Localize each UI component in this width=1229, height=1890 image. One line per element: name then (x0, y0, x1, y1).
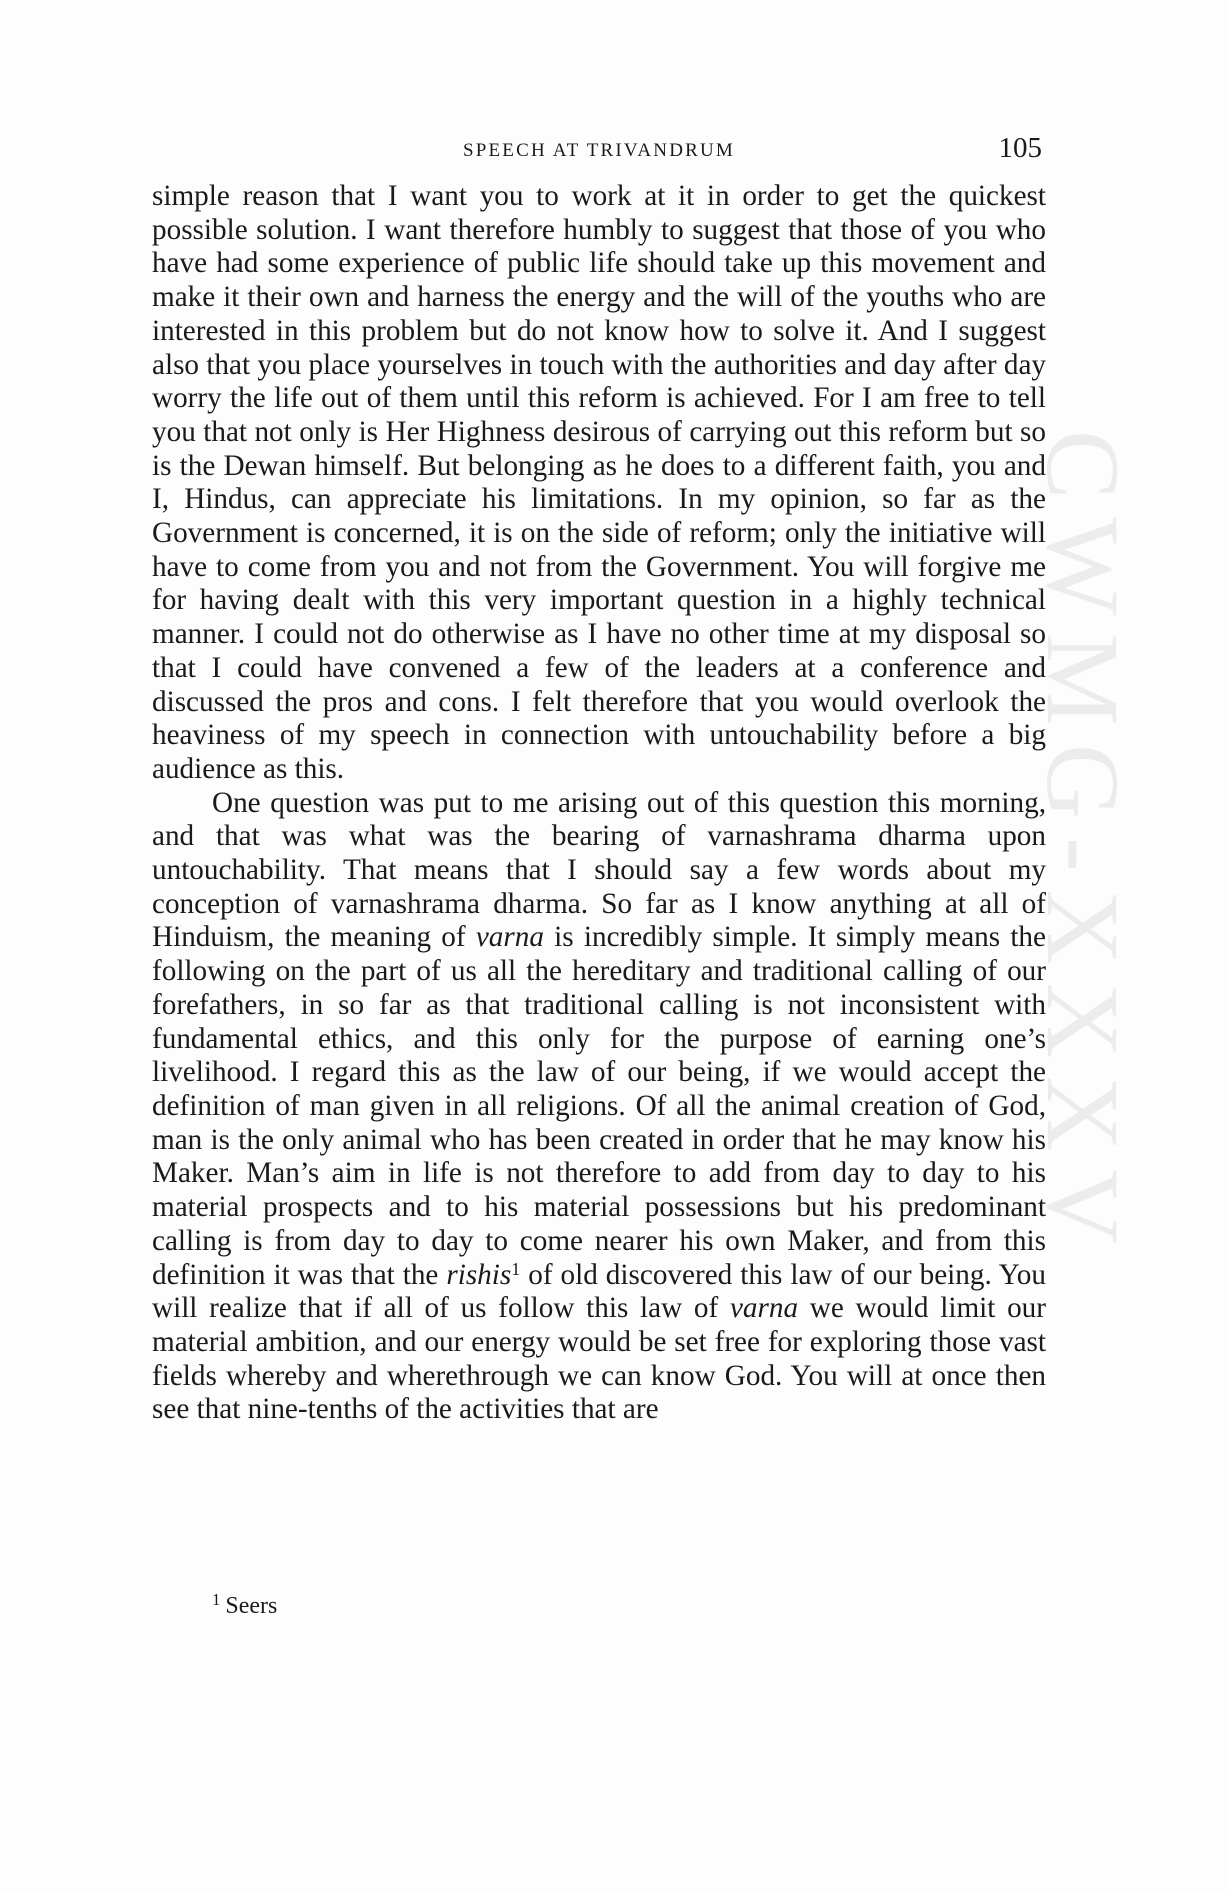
footnote-marker: 1 (212, 1590, 221, 1609)
paragraph-2-text-4: we would limit our material ambition, and our energy would be set free for exploring those vast fields whereby and wherethrough we can know God. You will at once then see that nine-tenths of the activities that are (152, 1292, 1046, 1426)
footnote-reference[interactable]: 1 (511, 1258, 521, 1279)
term-varna: varna (475, 921, 544, 954)
running-title: SPEECH AT TRIVANDRUM (462, 140, 736, 161)
paragraph-2-text-1: One question was put to me arising out of this question this morning, and that was what was the bearing of varnashrama dharma upon untouchability. That means that I should say a few words about my conception of varnashrama dharma. So far as I know anything at all of Hinduism, the meaning of (152, 786, 1046, 954)
term-rishis: rishis (446, 1258, 512, 1291)
footnote-text: Seers (225, 1593, 278, 1619)
footnote (212, 1590, 278, 1620)
paragraph-2 (152, 787, 1046, 1427)
running-head (152, 132, 1046, 172)
paragraph-2-text-3: of old discovered this law of our being. You will realize that if all of us follow this law of (152, 1258, 1046, 1325)
term-varna-2: varna (729, 1292, 799, 1325)
watermark (1025, 430, 1142, 1500)
body-text (152, 180, 1046, 1427)
paragraph-1: simple reason that I want you to work at it in order to get the quickest possible solution. I want therefore humbly to suggest that those of you who have had some experience of public life should take up this movement and make it their own and harness the energy and the will of the youths who are interested in this problem but do not know how to solve it. And I suggest also that you place yourselves in touch with the authorities and day after day worry the life out of them until this reform is achieved. For I am free to tell you that not only is Her Highness desirous of carrying out this reform but so is the Dewan himself. But belonging as he does to a different faith, you and I, Hindus, can appreciate his limitations. In my opinion, so far as the Government is concerned, it is on the side of reform; only the initiative will have to come from you and not from the Government. You will forgive me for having dealt with this very important question in a highly technical manner. I could not do otherwise as I have no other time at my disposal so that I could have convened a few of the leaders at a conference and discussed the pros and cons. I felt therefore that you would overlook the heaviness of my speech in connection with untouchability before a big audience as this. (152, 180, 1047, 785)
page-number: 105 (998, 132, 1042, 164)
watermark-text: CWMG-XXXV (1025, 430, 1140, 1263)
paragraph-2-text-2: is incredibly simple. It simply means the following on the part of us all the hereditary and traditional calling of our forefathers, in so far as that traditional calling is not inconsistent with fundamental ethics, and this only for the purpose of earning one’s livelihood. I regard this as the law of our being, if we would accept the definition of man given in all religions. Of all the animal creation of God, man is the only animal who has been created in order that he may know his Maker. Man’s aim in life is not therefore to add from day to day to his material prospects and to his material possessions but his predominant calling is from day to day to come nearer his own Maker, and from this definition it was that the (152, 921, 1046, 1291)
